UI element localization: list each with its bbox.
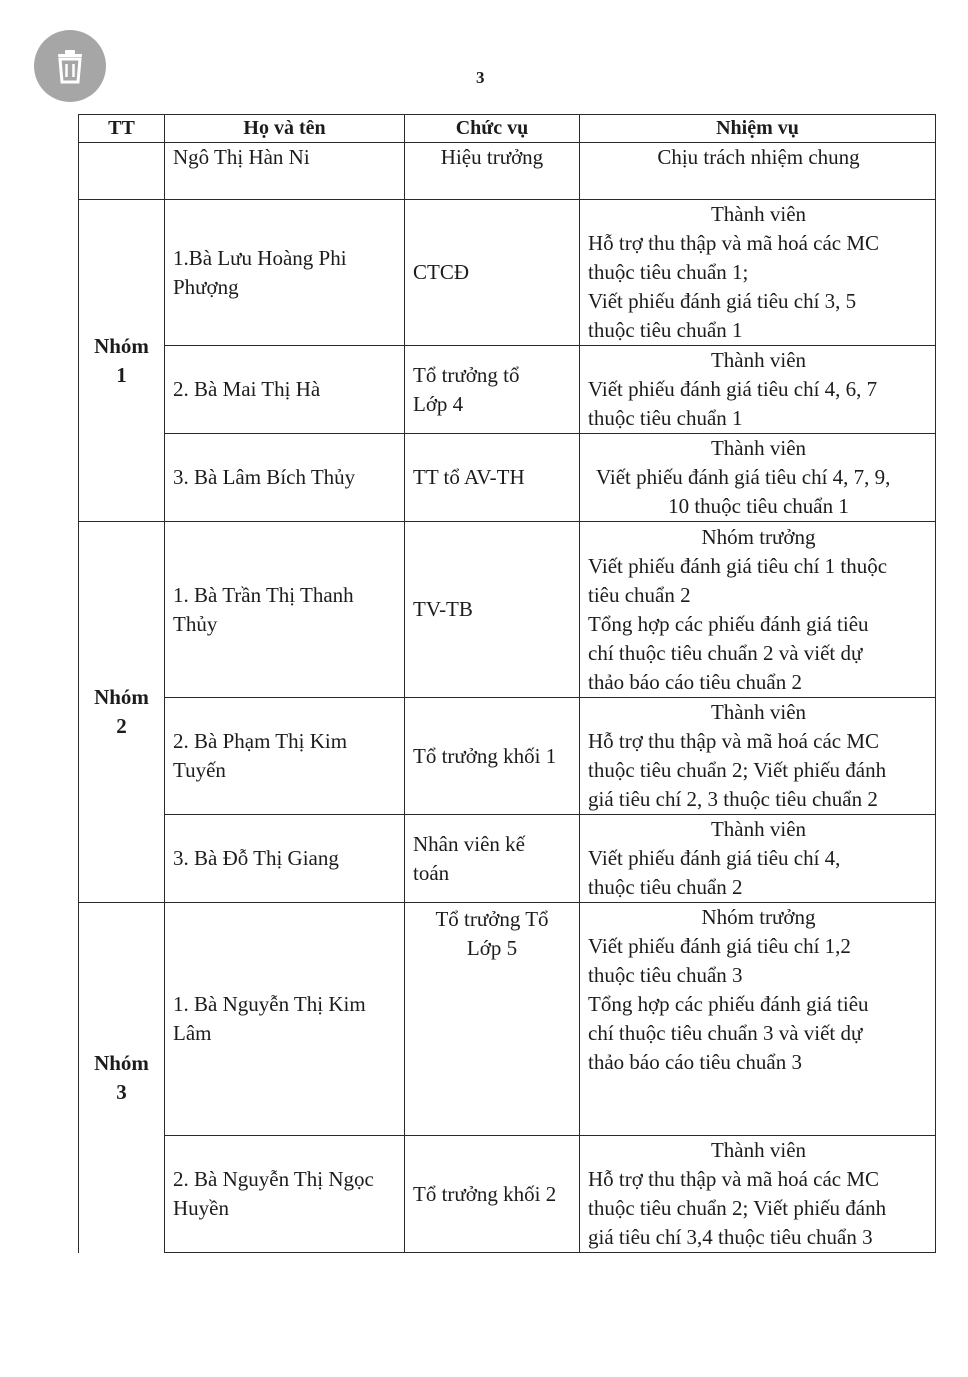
member-name	[165, 698, 405, 815]
task-line: thuộc tiêu chuẩn 2	[588, 875, 743, 899]
task-line: thuộc tiêu chuẩn 2; Viết phiếu đánh	[588, 758, 887, 782]
member-task	[580, 1136, 936, 1253]
group-label	[79, 522, 165, 903]
header-name: Họ và tên	[165, 115, 405, 143]
task-line: Hỗ trợ thu thập và mã hoá các MC	[588, 1167, 880, 1191]
task-line: tiêu chuẩn 2	[588, 582, 691, 607]
task-line: giá tiêu chí 2, 3 thuộc tiêu chuẩn 2	[588, 787, 878, 811]
role-line: toán	[413, 860, 450, 885]
task-line: Viết phiếu đánh giá tiêu chí 1 thuộc	[588, 553, 888, 578]
role-line: Tổ trưởng khối 2	[413, 1181, 557, 1206]
table-row	[79, 434, 936, 522]
task-line: 10 thuộc tiêu chuẩn 1	[668, 494, 849, 518]
task-head: Nhóm trưởng	[701, 905, 816, 929]
role-line: Tổ trưởng tổ	[413, 362, 520, 387]
member-role	[405, 815, 580, 903]
task-line: thuộc tiêu chuẩn 2; Viết phiếu đánh	[588, 1196, 887, 1220]
name-line: 3. Bà Lâm Bích Thủy	[173, 465, 356, 489]
member-name	[165, 815, 405, 903]
principal-task: Chịu trách nhiệm chung	[580, 143, 936, 200]
member-role	[405, 522, 580, 698]
name-line: Thủy	[173, 611, 218, 636]
group-label	[79, 903, 165, 1253]
assignment-table	[78, 114, 936, 1253]
header-row	[79, 115, 936, 143]
principal-tt	[79, 143, 165, 200]
task-head: Thành viên	[710, 817, 807, 841]
name-line: 1.Bà Lưu Hoàng Phi	[173, 245, 347, 270]
task-line: Tổng hợp các phiếu đánh giá tiêu	[588, 611, 869, 636]
task-line: thuộc tiêu chuẩn 1	[588, 406, 743, 430]
header-task: Nhiệm vụ	[580, 115, 936, 143]
member-name	[165, 346, 405, 434]
group-label-word: Nhóm	[94, 1050, 149, 1075]
role-line: TV-TB	[413, 597, 473, 621]
task-line: thảo báo cáo tiêu chuẩn 3	[588, 1050, 802, 1074]
task-line: Viết phiếu đánh giá tiêu chí 4, 7, 9,	[596, 465, 891, 489]
name-line: Lâm	[173, 1021, 212, 1045]
table-row	[79, 698, 936, 815]
table-row	[79, 903, 936, 1136]
table-row	[79, 200, 936, 346]
principal-name: Ngô Thị Hàn Ni	[165, 143, 405, 200]
group-label-number: 3	[116, 1079, 127, 1104]
table-row	[79, 1136, 936, 1253]
page-number: 3	[476, 68, 485, 87]
member-task	[580, 200, 936, 346]
name-line: 1. Bà Nguyễn Thị Kim	[173, 992, 366, 1016]
task-line: thuộc tiêu chuẩn 1	[588, 318, 743, 342]
role-line: Tổ trưởng khối 1	[413, 743, 557, 768]
table-row	[79, 815, 936, 903]
task-line: chí thuộc tiêu chuẩn 3 và viết dự	[588, 1021, 863, 1045]
name-line: Phượng	[173, 274, 239, 299]
name-line: Huyền	[173, 1196, 229, 1220]
task-head: Thành viên	[710, 1138, 807, 1162]
role-line: CTCĐ	[413, 260, 470, 284]
task-line: chí thuộc tiêu chuẩn 2 và viết dự	[588, 640, 863, 665]
table-row	[79, 346, 936, 434]
delete-button[interactable]	[34, 30, 106, 102]
name-line: 2. Bà Phạm Thị Kim	[173, 729, 348, 753]
task-line: Hỗ trợ thu thập và mã hoá các MC	[588, 231, 880, 255]
task-head: Nhóm trưởng	[701, 524, 816, 549]
member-task	[580, 903, 936, 1136]
member-role	[405, 698, 580, 815]
task-line: thuộc tiêu chuẩn 1;	[588, 260, 749, 284]
trash-icon	[50, 46, 90, 86]
member-task	[580, 815, 936, 903]
header-tt: TT	[79, 115, 165, 143]
header-role: Chức vụ	[405, 115, 580, 143]
task-line: giá tiêu chí 3,4 thuộc tiêu chuẩn 3	[588, 1225, 873, 1249]
task-line: thảo báo cáo tiêu chuẩn 2	[588, 669, 802, 694]
task-line: Viết phiếu đánh giá tiêu chí 1,2	[588, 934, 851, 958]
principal-role: Hiệu trưởng	[405, 143, 580, 200]
role-line: Nhân viên kế	[413, 831, 525, 856]
member-role	[405, 903, 580, 1136]
group-label-number: 1	[116, 362, 127, 387]
name-line: Tuyến	[173, 758, 226, 782]
table-row	[79, 522, 936, 698]
task-line: Viết phiếu đánh giá tiêu chí 4,	[588, 846, 841, 870]
group-label-word: Nhóm	[94, 333, 149, 358]
member-role	[405, 346, 580, 434]
name-line: 1. Bà Trần Thị Thanh	[173, 582, 354, 607]
member-task	[580, 522, 936, 698]
task-head: Thành viên	[710, 436, 807, 460]
name-line: 3. Bà Đỗ Thị Giang	[173, 846, 339, 870]
task-head: Thành viên	[710, 202, 807, 226]
name-line: 2. Bà Mai Thị Hà	[173, 377, 321, 401]
member-name	[165, 903, 405, 1136]
name-line: 2. Bà Nguyễn Thị Ngọc	[173, 1167, 374, 1191]
task-line: Tổng hợp các phiếu đánh giá tiêu	[588, 992, 869, 1016]
task-head: Thành viên	[710, 700, 807, 724]
role-line: Lớp 5	[466, 936, 518, 960]
role-line: TT tổ AV-TH	[413, 465, 525, 489]
role-line: Lớp 4	[413, 391, 464, 416]
task-line: Hỗ trợ thu thập và mã hoá các MC	[588, 729, 880, 753]
group-label-word: Nhóm	[94, 685, 149, 709]
task-line: Viết phiếu đánh giá tiêu chí 4, 6, 7	[588, 377, 878, 401]
principal-row	[79, 143, 936, 200]
task-line: Viết phiếu đánh giá tiêu chí 3, 5	[588, 289, 857, 313]
member-name	[165, 200, 405, 346]
member-task	[580, 346, 936, 434]
group-label-number: 2	[116, 714, 127, 738]
task-line: thuộc tiêu chuẩn 3	[588, 963, 743, 987]
task-head: Thành viên	[710, 348, 807, 372]
member-role	[405, 434, 580, 522]
member-task	[580, 698, 936, 815]
group-label	[79, 200, 165, 522]
role-line: Tổ trưởng Tổ	[435, 907, 549, 931]
member-task	[580, 434, 936, 522]
member-name	[165, 434, 405, 522]
member-role	[405, 1136, 580, 1253]
member-name	[165, 1136, 405, 1253]
member-name	[165, 522, 405, 698]
member-role	[405, 200, 580, 346]
